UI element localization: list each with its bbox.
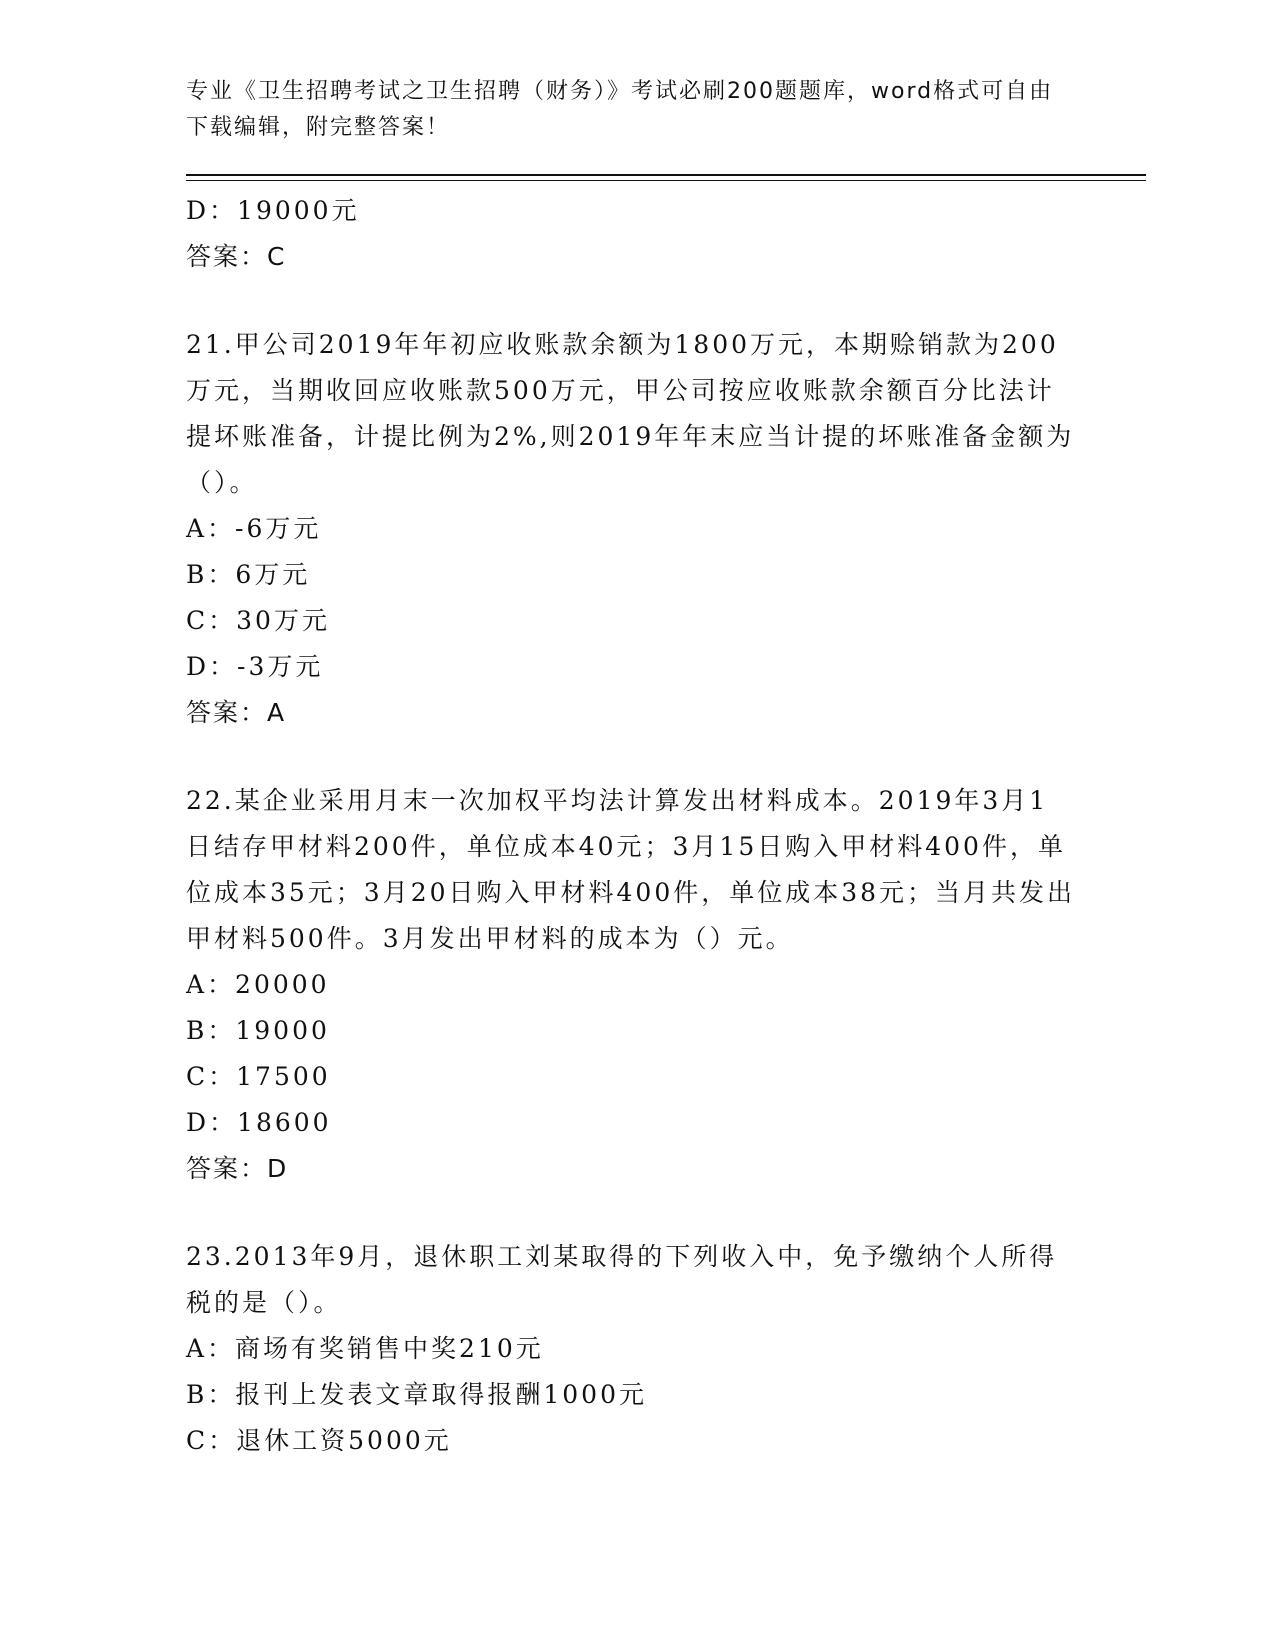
spacer: [186, 1192, 1076, 1234]
question-23-option-b: B：报刊上发表文章取得报酬1000元: [186, 1380, 647, 1409]
header-rule-thick: [186, 174, 1146, 176]
question-21-option-a: A：-6万元: [186, 514, 322, 543]
question-22-option-d: D：18600: [186, 1108, 332, 1137]
question-23-stem: 23.2013年9月，退休职工刘某取得的下列收入中，免予缴纳个人所得税的是（）。: [186, 1242, 1058, 1317]
question-21-option-c: C：30万元: [186, 606, 330, 635]
question-21-option-d: D：-3万元: [186, 652, 324, 681]
spacer: [186, 280, 1076, 322]
question-22-answer: 答案：D: [186, 1154, 289, 1183]
question-22-option-b: B：19000: [186, 1016, 330, 1045]
prev-answer: 答案：C: [186, 242, 287, 271]
question-22-stem: 22.某企业采用月末一次加权平均法计算发出材料成本。2019年3月1日结存甲材料200件，单位成本40元；3月15日购入甲材料400件，单位成本35元；3月20日购入甲材料400件，单位成本38元；当月共发出甲材料500件。3月发出甲材料的成本为（）元。: [186, 786, 1076, 953]
header-rule-thin: [186, 180, 1146, 181]
document-body: [186, 188, 1076, 1464]
question-21-stem: 21.甲公司2019年年初应收账款余额为1800万元，本期赊销款为200万元，当期收回应收账款500万元，甲公司按应收账款余额百分比法计提坏账准备，计提比例为2%,则2019年年末应当计提的坏账准备金额为（）。: [186, 330, 1075, 497]
prev-option-d: D：19000元: [186, 196, 360, 225]
spacer: [186, 736, 1076, 778]
question-23-option-c: C：退休工资5000元: [186, 1426, 452, 1455]
question-21-option-b: B：6万元: [186, 560, 311, 589]
page-header: 专业《卫生招聘考试之卫生招聘（财务）》考试必刷200题题库，word格式可自由下载编辑，附完整答案！: [186, 79, 1054, 140]
question-23-option-a: A：商场有奖销售中奖210元: [186, 1334, 544, 1363]
question-22-option-a: A：20000: [186, 970, 330, 999]
question-21-answer: 答案：A: [186, 698, 287, 727]
question-22-option-c: C：17500: [186, 1062, 331, 1091]
